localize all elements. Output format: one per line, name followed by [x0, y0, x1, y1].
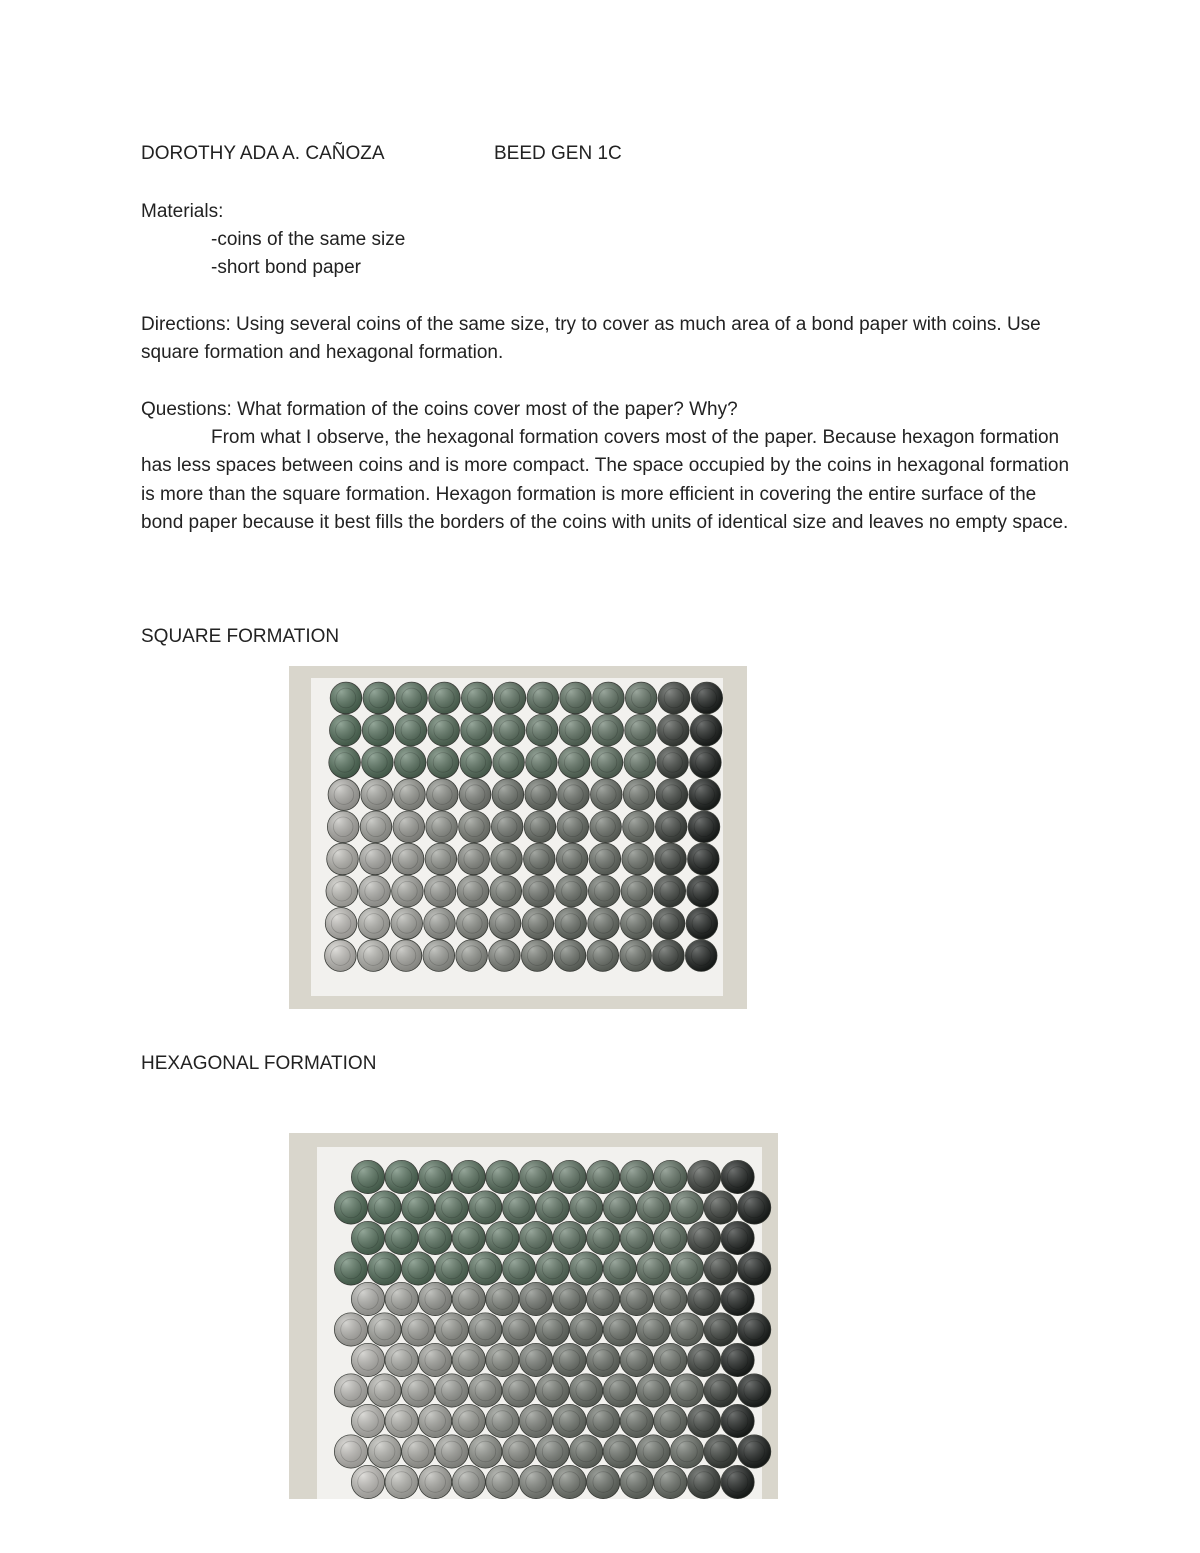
coin-shading — [429, 682, 461, 714]
coin-shading — [325, 908, 357, 940]
coin-shading — [351, 1404, 384, 1437]
coin-shading — [519, 1404, 552, 1437]
coin-shading — [553, 1343, 586, 1376]
square-formation-photo — [289, 666, 747, 1009]
coin-shading — [385, 1282, 418, 1315]
coin-shading — [555, 908, 587, 940]
coin-shading — [390, 940, 422, 972]
coin-shading — [688, 843, 720, 875]
coin-shading — [486, 1160, 519, 1193]
coin-shading — [435, 1374, 468, 1407]
hexagonal-formation-heading: HEXAGONAL FORMATION — [141, 1053, 377, 1074]
class-section: BEED GEN 1C — [494, 143, 622, 164]
coin-shading — [486, 1404, 519, 1437]
coin-shading — [330, 714, 362, 746]
coin-shading — [624, 747, 656, 779]
coin-shading — [560, 682, 592, 714]
coin-shading — [493, 747, 525, 779]
coin-shading — [351, 1221, 384, 1254]
coin-shading — [361, 779, 393, 811]
coin-shading — [738, 1191, 771, 1224]
square-formation-heading: SQUARE FORMATION — [141, 626, 340, 647]
coin-shading — [459, 779, 491, 811]
coin-shading — [435, 1313, 468, 1346]
coin-shading — [392, 843, 424, 875]
coin-shading — [670, 1313, 703, 1346]
coin-shading — [457, 875, 489, 907]
coin-shading — [351, 1465, 384, 1498]
coin-shading — [368, 1374, 401, 1407]
coin-shading — [686, 908, 718, 940]
coin-shading — [360, 811, 392, 843]
coin-shading — [334, 1252, 367, 1285]
coin-shading — [625, 682, 657, 714]
coin-shading — [385, 1343, 418, 1376]
coin-shading — [570, 1313, 603, 1346]
coin-shading — [590, 811, 622, 843]
coin-shading — [521, 940, 553, 972]
coin-shading — [556, 843, 588, 875]
coin-shading — [358, 908, 390, 940]
coin-shading — [461, 714, 493, 746]
coin-shading — [721, 1343, 754, 1376]
coin-shading — [461, 682, 493, 714]
coin-shading — [395, 714, 427, 746]
coin-shading — [591, 747, 623, 779]
materials-item: -short bond paper — [211, 257, 361, 278]
coin-shading — [327, 811, 359, 843]
coin-shading — [329, 747, 361, 779]
hexagonal-coins-image — [289, 1133, 778, 1499]
coin-shading — [687, 1343, 720, 1376]
coin-shading — [502, 1252, 535, 1285]
coin-shading — [362, 747, 394, 779]
coin-shading — [469, 1374, 502, 1407]
coin-shading — [419, 1404, 452, 1437]
coin-shading — [524, 843, 556, 875]
coin-shading — [587, 940, 619, 972]
coin-shading — [327, 843, 359, 875]
coin-shading — [721, 1160, 754, 1193]
coin-shading — [368, 1435, 401, 1468]
coin-shading — [656, 779, 688, 811]
coin-shading — [526, 714, 558, 746]
coin-shading — [536, 1374, 569, 1407]
coin-shading — [402, 1374, 435, 1407]
coin-shading — [704, 1191, 737, 1224]
coin-shading — [351, 1160, 384, 1193]
coin-shading — [637, 1252, 670, 1285]
coin-shading — [589, 843, 621, 875]
coin-shading — [653, 940, 685, 972]
coin-shading — [469, 1252, 502, 1285]
coin-shading — [721, 1465, 754, 1498]
coin-shading — [527, 682, 559, 714]
answer-paragraph — [141, 424, 1071, 538]
coin-shading — [687, 1465, 720, 1498]
coin-shading — [519, 1282, 552, 1315]
coin-shading — [621, 875, 653, 907]
coin-shading — [402, 1435, 435, 1468]
coin-shading — [553, 1282, 586, 1315]
coin-shading — [459, 811, 491, 843]
coin-shading — [554, 940, 586, 972]
coin-shading — [653, 908, 685, 940]
coin-shading — [587, 1404, 620, 1437]
coin-shading — [654, 1404, 687, 1437]
materials-item: -coins of the same size — [211, 229, 406, 250]
coin-shading — [655, 811, 687, 843]
coin-shading — [654, 1160, 687, 1193]
coin-shading — [351, 1343, 384, 1376]
coin-shading — [427, 779, 459, 811]
coin-shading — [670, 1191, 703, 1224]
coin-shading — [557, 811, 589, 843]
coin-shading — [654, 1465, 687, 1498]
coin-shading — [423, 940, 455, 972]
coin-shading — [419, 1221, 452, 1254]
coin-shading — [334, 1191, 367, 1224]
coin-shading — [570, 1435, 603, 1468]
coin-shading — [385, 1465, 418, 1498]
coin-shading — [570, 1374, 603, 1407]
coin-shading — [620, 1160, 653, 1193]
coin-shading — [625, 714, 657, 746]
coin-shading — [621, 908, 653, 940]
coin-shading — [492, 779, 524, 811]
coin-shading — [536, 1191, 569, 1224]
coin-shading — [486, 1465, 519, 1498]
coin-shading — [738, 1374, 771, 1407]
coin-shading — [670, 1435, 703, 1468]
coin-shading — [522, 908, 554, 940]
coin-shading — [330, 682, 362, 714]
coin-shading — [704, 1252, 737, 1285]
coin-shading — [519, 1221, 552, 1254]
coin-shading — [491, 811, 523, 843]
coin-shading — [393, 811, 425, 843]
coin-shading — [637, 1374, 670, 1407]
coin-shading — [591, 779, 623, 811]
coin-shading — [553, 1221, 586, 1254]
coin-shading — [553, 1404, 586, 1437]
coin-shading — [587, 1465, 620, 1498]
coin-shading — [426, 811, 458, 843]
coin-shading — [502, 1191, 535, 1224]
coin-shading — [359, 875, 391, 907]
coin-shading — [392, 875, 424, 907]
coin-shading — [690, 747, 722, 779]
coin-shading — [690, 714, 722, 746]
coin-shading — [457, 908, 489, 940]
coin-shading — [623, 811, 655, 843]
coin-shading — [469, 1191, 502, 1224]
coin-shading — [394, 747, 426, 779]
coin-shading — [637, 1191, 670, 1224]
answer-text: From what I observe, the hexagonal formation covers most of the paper. Because hexagon formation has less spaces between coins and is more compact. The space occupied by the coins in hexagonal formation is more than the square formation. Hexagon formation is more efficient in covering the entire surface of the bond paper because it best fills the borders of the coins with units of identical size and leaves no empty space. — [141, 427, 1070, 534]
materials-label: Materials: — [141, 201, 224, 222]
coin-shading — [587, 1282, 620, 1315]
coin-shading — [519, 1343, 552, 1376]
coin-shading — [536, 1313, 569, 1346]
coin-shading — [670, 1374, 703, 1407]
coin-shading — [419, 1465, 452, 1498]
coin-shading — [334, 1313, 367, 1346]
coin-shading — [456, 940, 488, 972]
coin-shading — [419, 1282, 452, 1315]
coin-shading — [553, 1465, 586, 1498]
coin-shading — [670, 1252, 703, 1285]
coin-shading — [334, 1435, 367, 1468]
coin-shading — [654, 1343, 687, 1376]
coin-shading — [328, 779, 360, 811]
coin-shading — [587, 1343, 620, 1376]
coin-shading — [494, 682, 526, 714]
coin-shading — [721, 1282, 754, 1315]
coin-shading — [654, 1221, 687, 1254]
coin-shading — [360, 843, 392, 875]
questions-prompt: Questions: What formation of the coins cover most of the paper? Why? — [141, 399, 738, 420]
coin-shading — [325, 940, 357, 972]
coin-shading — [402, 1313, 435, 1346]
coin-shading — [620, 1221, 653, 1254]
coin-shading — [424, 875, 456, 907]
coin-shading — [603, 1313, 636, 1346]
coin-shading — [603, 1435, 636, 1468]
coin-shading — [524, 811, 556, 843]
coin-shading — [452, 1221, 485, 1254]
coin-shading — [603, 1374, 636, 1407]
coin-shading — [391, 908, 423, 940]
coin-shading — [424, 908, 456, 940]
coin-shading — [593, 682, 625, 714]
coin-shading — [460, 747, 492, 779]
coin-shading — [525, 779, 557, 811]
coin-shading — [721, 1221, 754, 1254]
coin-shading — [368, 1252, 401, 1285]
coin-shading — [587, 1221, 620, 1254]
coin-shading — [536, 1435, 569, 1468]
hexagonal-formation-photo — [289, 1133, 778, 1499]
coin-shading — [559, 714, 591, 746]
coin-shading — [558, 779, 590, 811]
coin-shading — [428, 714, 460, 746]
coin-shading — [490, 875, 522, 907]
coin-shading — [620, 1343, 653, 1376]
coin-shading — [334, 1374, 367, 1407]
coin-shading — [687, 875, 719, 907]
coin-shading — [402, 1252, 435, 1285]
coin-shading — [523, 875, 555, 907]
coin-shading — [721, 1404, 754, 1437]
coin-shading — [658, 714, 690, 746]
coin-shading — [494, 714, 526, 746]
coin-shading — [685, 940, 717, 972]
student-name: DOROTHY ADA A. CAÑOZA — [141, 143, 385, 164]
coin-shading — [588, 875, 620, 907]
coin-shading — [425, 843, 457, 875]
coin-shading — [526, 747, 558, 779]
coin-shading — [603, 1191, 636, 1224]
coin-shading — [519, 1160, 552, 1193]
coin-shading — [687, 1160, 720, 1193]
coin-shading — [502, 1374, 535, 1407]
coin-shading — [394, 779, 426, 811]
coin-shading — [687, 1404, 720, 1437]
coin-shading — [502, 1313, 535, 1346]
coin-shading — [689, 779, 721, 811]
coin-shading — [486, 1343, 519, 1376]
coin-shading — [592, 714, 624, 746]
coin-shading — [704, 1313, 737, 1346]
directions-paragraph: Directions: Using several coins of the same size, try to cover as much area of a bond paper with coins. Use square formation and hexagonal formation. — [141, 314, 1041, 364]
coin-shading — [362, 714, 394, 746]
coin-shading — [658, 682, 690, 714]
coin-shading — [704, 1435, 737, 1468]
coin-shading — [620, 1282, 653, 1315]
coin-shading — [704, 1374, 737, 1407]
coin-shading — [637, 1435, 670, 1468]
coin-shading — [452, 1160, 485, 1193]
coin-shading — [502, 1435, 535, 1468]
coin-shading — [637, 1313, 670, 1346]
coin-shading — [452, 1465, 485, 1498]
coin-shading — [603, 1252, 636, 1285]
coin-shading — [469, 1435, 502, 1468]
coin-shading — [491, 843, 523, 875]
coin-shading — [435, 1252, 468, 1285]
coin-shading — [368, 1191, 401, 1224]
coin-shading — [654, 875, 686, 907]
coin-shading — [469, 1313, 502, 1346]
coin-shading — [620, 1404, 653, 1437]
coin-shading — [326, 875, 358, 907]
coin-shading — [368, 1313, 401, 1346]
coin-shading — [620, 940, 652, 972]
coin-shading — [385, 1221, 418, 1254]
coin-shading — [435, 1191, 468, 1224]
coin-shading — [385, 1404, 418, 1437]
coin-shading — [556, 875, 588, 907]
coin-shading — [655, 843, 687, 875]
coin-shading — [419, 1343, 452, 1376]
coin-shading — [419, 1160, 452, 1193]
coin-shading — [458, 843, 490, 875]
coin-shading — [620, 1465, 653, 1498]
coin-shading — [351, 1282, 384, 1315]
coin-shading — [691, 682, 723, 714]
coin-shading — [587, 1160, 620, 1193]
coin-shading — [622, 843, 654, 875]
square-coins-image — [289, 666, 747, 1009]
coin-shading — [385, 1160, 418, 1193]
coin-shading — [654, 1282, 687, 1315]
coin-shading — [519, 1465, 552, 1498]
coin-shading — [489, 940, 521, 972]
coin-shading — [486, 1221, 519, 1254]
coin-shading — [435, 1435, 468, 1468]
coin-shading — [558, 747, 590, 779]
coin-shading — [396, 682, 428, 714]
coin-shading — [452, 1282, 485, 1315]
coin-shading — [553, 1160, 586, 1193]
coin-shading — [402, 1191, 435, 1224]
coin-shading — [452, 1343, 485, 1376]
coin-shading — [738, 1252, 771, 1285]
coin-shading — [452, 1404, 485, 1437]
coin-shading — [363, 682, 395, 714]
coin-shading — [570, 1191, 603, 1224]
coin-shading — [738, 1435, 771, 1468]
coin-shading — [357, 940, 389, 972]
coin-shading — [486, 1282, 519, 1315]
coin-shading — [688, 811, 720, 843]
coin-shading — [570, 1252, 603, 1285]
coin-shading — [623, 779, 655, 811]
coin-shading — [427, 747, 459, 779]
coin-shading — [687, 1221, 720, 1254]
coin-shading — [687, 1282, 720, 1315]
coin-shading — [738, 1313, 771, 1346]
coin-shading — [588, 908, 620, 940]
coin-shading — [657, 747, 689, 779]
coin-shading — [489, 908, 521, 940]
coin-shading — [536, 1252, 569, 1285]
